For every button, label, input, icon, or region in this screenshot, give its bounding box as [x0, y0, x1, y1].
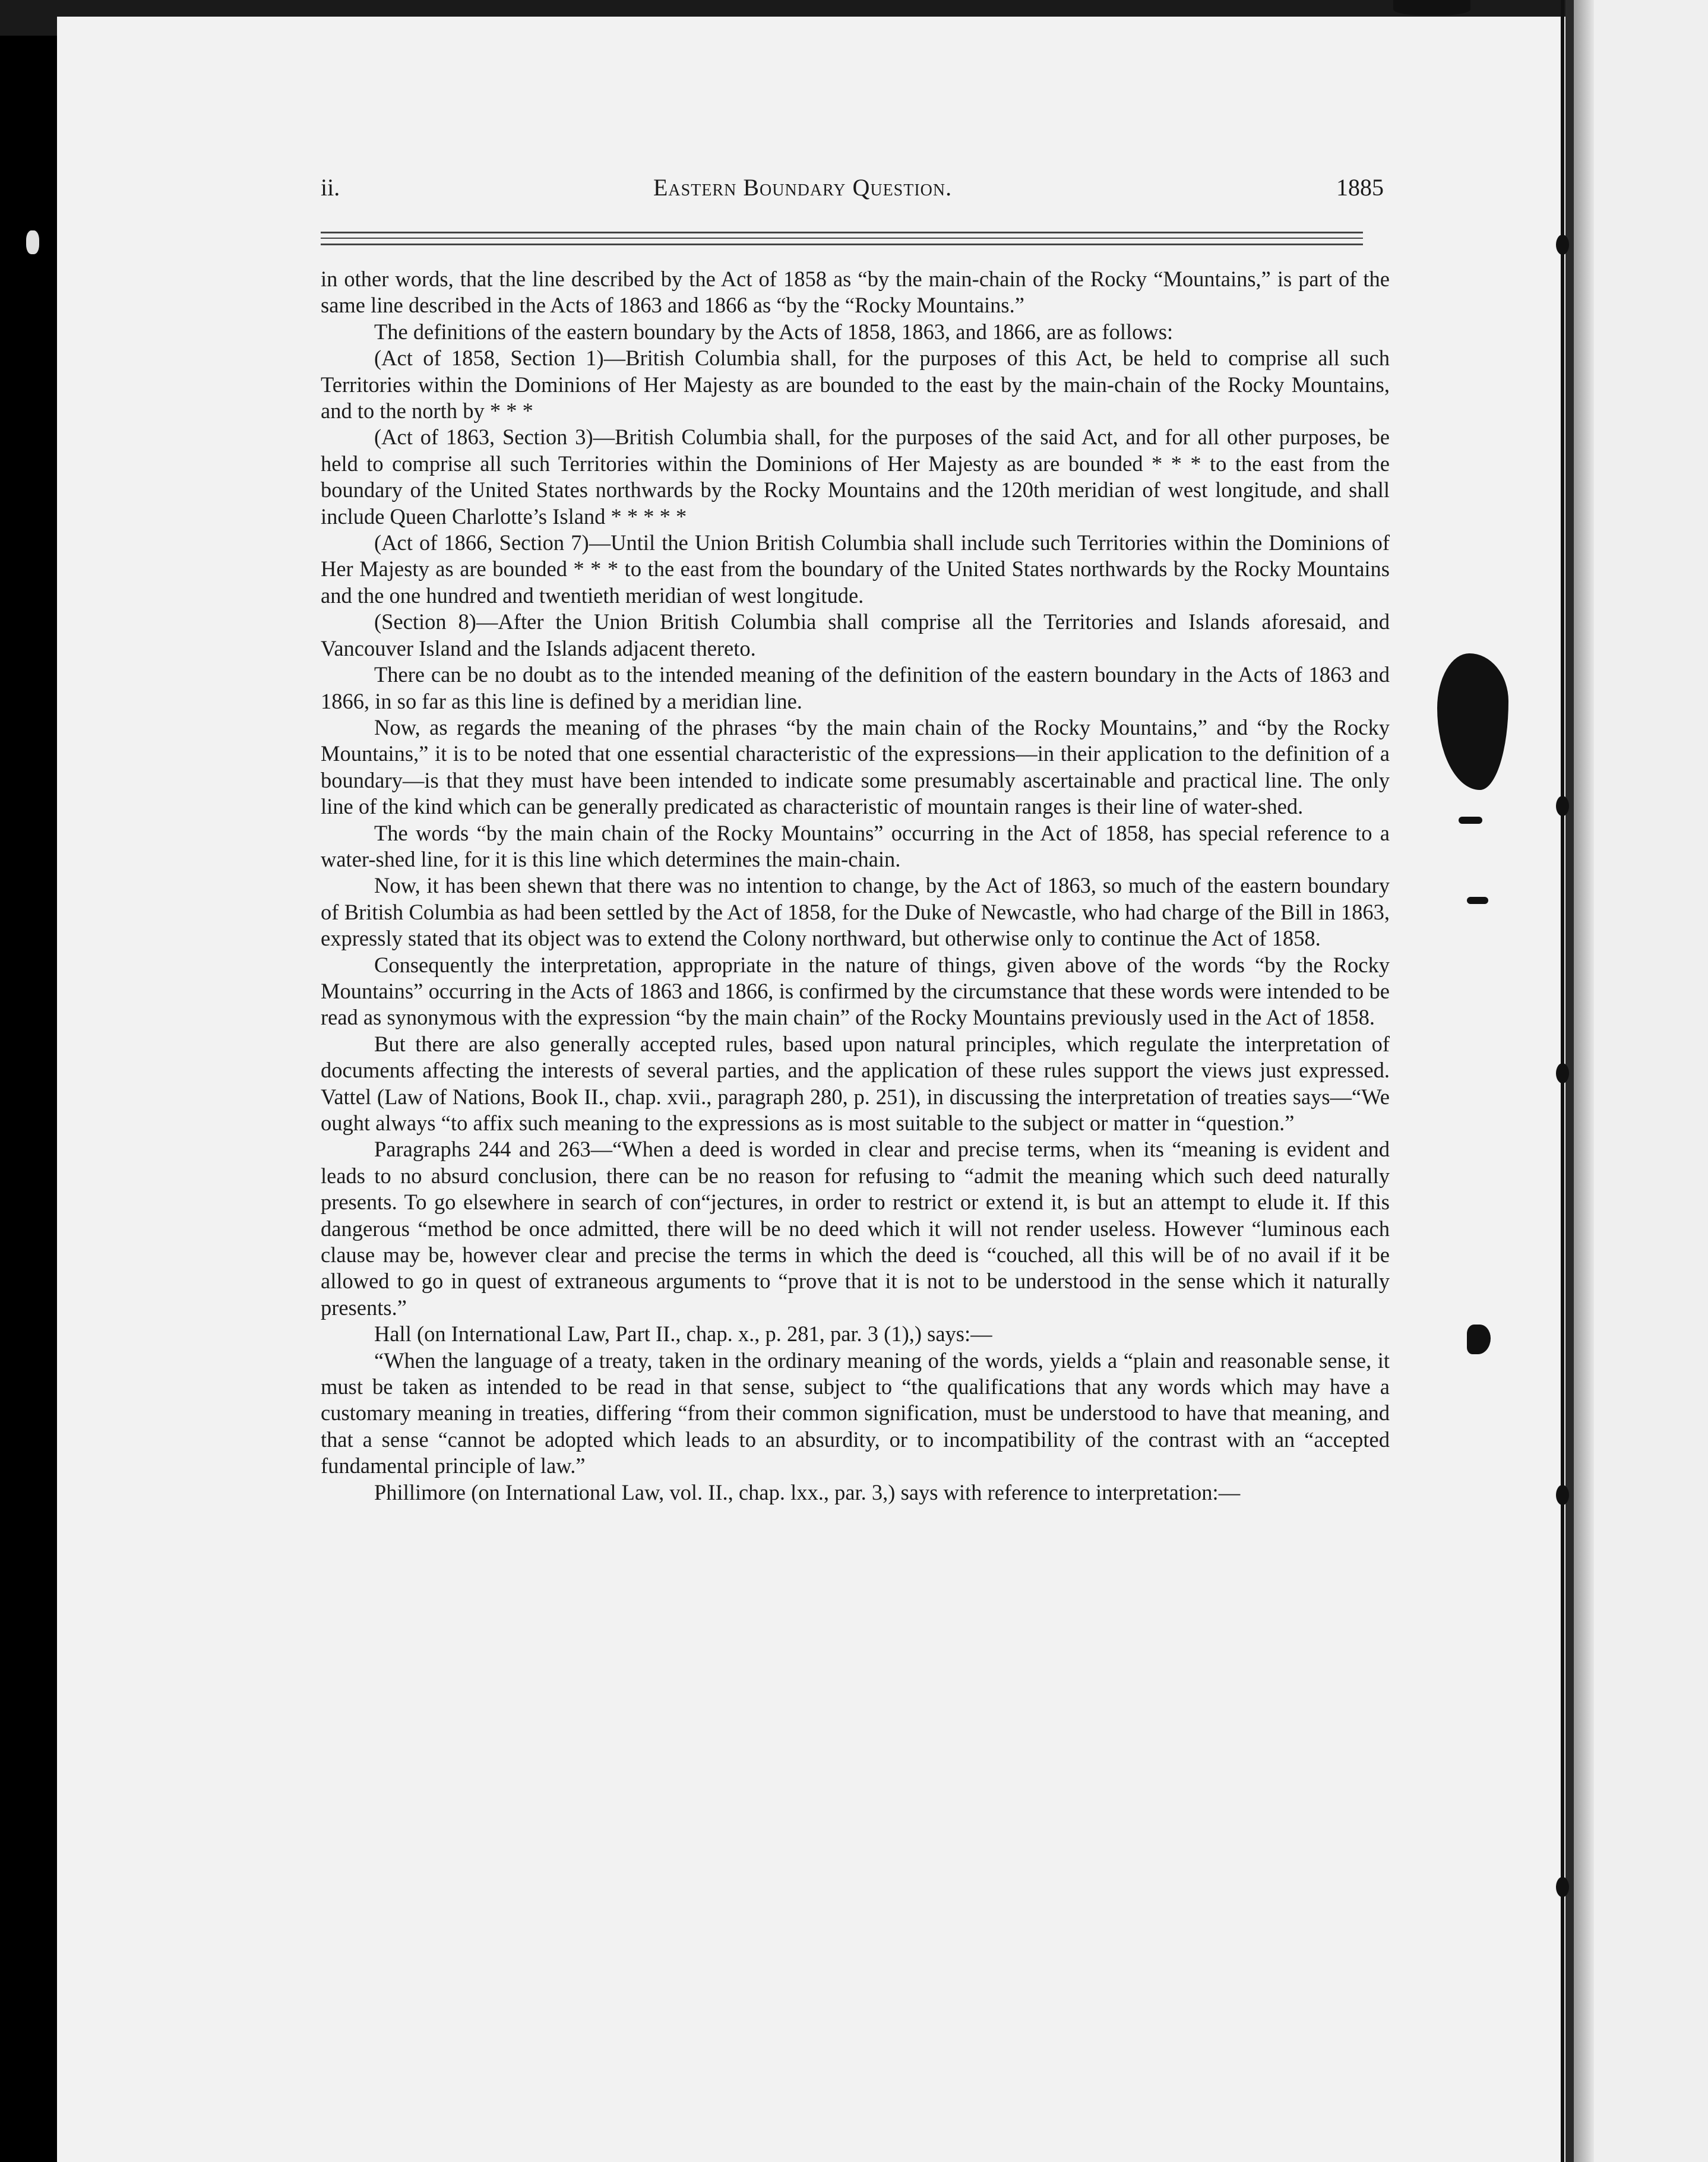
speck-mark — [1393, 0, 1470, 15]
paragraph: in other words, that the line described by the Act of 1858 as “by the main-chain of the Rocky “Mountains,” is part of the same line described in the Acts of 1863 and 1866 as “by the “Rocky Mountains.” — [321, 267, 1390, 318]
paragraph: There can be no doubt as to the intended meaning of the definition of the eastern boundary in the Acts of 1863 and 1866, in so far as this line is defined by a meridian line. — [321, 662, 1390, 713]
running-head — [321, 173, 1384, 209]
paragraph: (Act of 1863, Section 3)—British Columbia shall, for the purposes of the said Act, and for all other purposes, be held to comprise all such Territories within the Dominions of Her Majesty as are bounded * * * to the east from the boundary of the United States northwards by the Rocky Mountains and the 120th meridian of west longitude, and shall include Queen Charlotte’s Island * * * * * — [321, 425, 1390, 529]
paragraph: Now, as regards the meaning of the phrases “by the main chain of the Rocky Mountains,” and “by the Rocky Mountains,” it is to be noted that one essential characteristic of the expressions—in their application to the definition of a boundary—is that they must have been intended to indicate some presumably ascertainable and practical line. The only line of the kind which can be generally predicated as characteristic of mountain ranges is their line of water-shed. — [321, 715, 1390, 819]
binding-mark — [1556, 1485, 1569, 1505]
binding-mark — [1556, 796, 1569, 816]
paragraph: Now, it has been shewn that there was no intention to change, by the Act of 1863, so much of the eastern boundary of British Columbia as had been settled by the Act of 1858, for the Duke of Newcastle, who had charge of the Bill in 1863, expressly stated that its object was to extend the Colony northward, but otherwise only to continue the Act of 1858. — [321, 873, 1390, 951]
page-folio: ii. — [321, 174, 340, 201]
paragraph: “When the language of a treaty, taken in the ordinary meaning of the words, yields a “plain and reasonable sense, it must be taken as intended to be read in that sense, subject to “the qualifications that any words which may have a customary meaning in treaties, differing “from their common signification, must be understood to have that meaning, and that a sense “cannot be adopted which leads to an absurdity, or to incompatibility of the contrast with an “accepted fundamental principle of law.” — [321, 1348, 1390, 1478]
paragraph: Phillimore (on International Law, vol. II., chap. lxx., par. 3,) says with reference to interpretation:— — [374, 1480, 1241, 1504]
header-rule — [321, 238, 1363, 239]
paragraph: Hall (on International Law, Part II., chap. x., p. 281, par. 3 (1),) says:— — [374, 1322, 992, 1346]
paragraph: The definitions of the eastern boundary by the Acts of 1858, 1863, and 1866, are as follows: — [374, 319, 1174, 344]
body-text — [321, 266, 1390, 1506]
binding-mark — [1556, 1877, 1569, 1897]
header-rule — [321, 244, 1363, 245]
binding-mark — [1556, 1063, 1569, 1083]
paragraph: (Act of 1858, Section 1)—British Columbia shall, for the purposes of this Act, be held to comprise all such Territories within the Dominions of Her Majesty as are bounded to the east by the main-chain of the Rocky Mountains, and to the north by * * * — [321, 346, 1390, 423]
paragraph: Paragraphs 244 and 263—“When a deed is worded in clear and precise terms, when its “meaning is evident and leads to no absurd conclusion, there can be no reason for refusing to “admit the meaning which such deed naturally presents. To go elsewhere in search of con“jectures, in order to restrict or extend it, is but an attempt to elude it. If this dangerous “method be once admitted, there will be no deed which it will not render useless. However “luminous each clause may be, however clear and precise the terms in which the deed is “couched, all this will be of no avail if it be allowed to go in quest of extraneous arguments to “prove that it is not to be understood in the sense which it naturally presents.” — [321, 1137, 1390, 1320]
paragraph: Consequently the interpretation, appropriate in the nature of things, given above of the words “by the Rocky Mountains” occurring in the Acts of 1863 and 1866, is confirmed by the circumstance that these words were intended to be read as synonymous with the expression “by the main chain” of the Rocky Mountains previously used in the Act of 1858. — [321, 952, 1390, 1030]
binding-mark — [1556, 235, 1569, 255]
speck-mark — [26, 230, 39, 254]
adjacent-page — [1565, 0, 1708, 2162]
speck-mark — [1459, 817, 1482, 824]
page-edge-shadow — [1565, 0, 1574, 2162]
running-title: Eastern Boundary Question. — [653, 174, 953, 201]
paragraph: (Act of 1866, Section 7)—Until the Union British Columbia shall include such Territories within the Dominions of Her Majesty as are bounded * * * to the east from the boundary of the United States northwards by the Rocky Mountains and the one hundred and twentieth meridian of west longitude. — [321, 530, 1390, 608]
paragraph: The words “by the main chain of the Rocky Mountains” occurring in the Act of 1858, has special reference to a water-shed line, for it is this line which determines the main-chain. — [321, 820, 1390, 871]
speck-mark — [1467, 897, 1488, 904]
running-year: 1885 — [1336, 174, 1384, 201]
page-gutter — [1574, 0, 1594, 2162]
header-rule — [321, 232, 1363, 233]
paragraph: (Section 8)—After the Union British Columbia shall comprise all the Territories and Islands aforesaid, and Vancouver Island and the Islands adjacent thereto. — [321, 609, 1390, 660]
paragraph: But there are also generally accepted rules, based upon natural principles, which regulate the interpretation of documents affecting the interests of several parties, and the application of these rules support the views just expressed. Vattel (Law of Nations, Book II., chap. xvii., paragraph 280, p. 251), in discussing the interpretation of treaties says—“We ought always “to affix such meaning to the expressions as is most suitable to the subject or matter in “question.” — [321, 1031, 1390, 1135]
